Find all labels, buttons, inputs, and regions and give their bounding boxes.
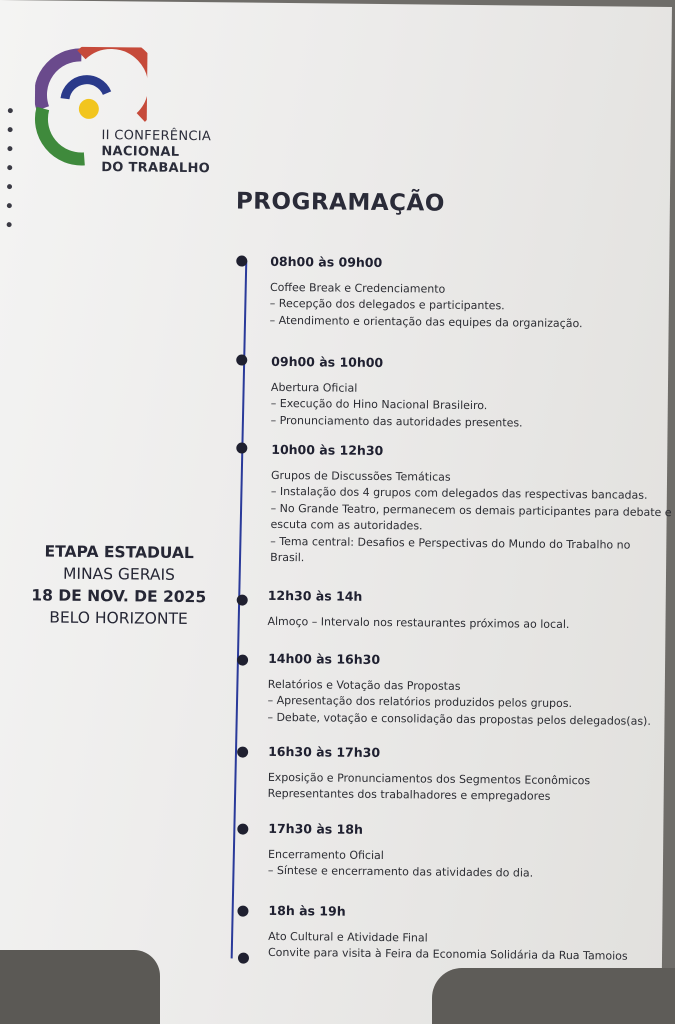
schedule-line: Coffee Break e Credenciamento	[269, 280, 446, 296]
schedule-line: – Execução do Hino Nacional Brasileiro.	[270, 396, 488, 413]
timeline-node	[237, 655, 248, 666]
stage-city: BELO HORIZONTE	[49, 608, 188, 628]
schedule-line: Exposição e Pronunciamentos dos Segmentos Econômicos	[267, 770, 591, 787]
timeline-node	[237, 824, 248, 835]
timeline-node	[237, 747, 248, 758]
schedule-line: Grupos de Discussões Temáticas	[270, 468, 451, 484]
timeline-node	[236, 255, 247, 266]
timeline-node	[237, 906, 248, 917]
schedule-time: 18h às 19h	[268, 902, 346, 919]
schedule-line: – Apresentação dos relatórios produzidos pelos grupos.	[267, 693, 573, 711]
schedule-line: – Pronunciamento das autoridades presentes.	[270, 413, 523, 429]
stage-state: MINAS GERAIS	[62, 564, 176, 584]
schedule-item	[270, 254, 584, 332]
schedule-line: Brasil.	[270, 550, 305, 565]
schedule-time: 16h30 às 17h30	[268, 743, 381, 761]
schedule-item	[268, 903, 628, 965]
schedule-line: – Síntese e encerramento das atividades do dia.	[267, 863, 534, 880]
schedule-time: 17h30 às 18h	[268, 820, 363, 837]
timeline-end-node	[238, 953, 249, 964]
schedule-line: – Recepção dos delegados e participantes.	[269, 296, 505, 313]
stage-info	[13, 540, 224, 630]
schedule-line: – Instalação dos 4 grupos com delegados das respectivas bancadas.	[270, 484, 648, 502]
conference-name	[101, 128, 211, 177]
schedule-line: Almoço – Intervalo nos restaurantes próximos ao local.	[267, 614, 570, 631]
schedule-item	[267, 651, 651, 730]
schedule-time: 14h00 às 16h30	[268, 650, 381, 668]
conference-name-line3: DO TRABALHO	[101, 160, 211, 177]
schedule-line: Representantes dos trabalhadores e empregadores	[267, 786, 551, 803]
schedule-item	[271, 354, 524, 432]
schedule-item	[268, 744, 591, 806]
schedule-item	[267, 588, 569, 633]
conference-name-line2: NACIONAL	[101, 144, 180, 160]
schedule-line: Abertura Oficial	[270, 380, 358, 395]
schedule-item	[268, 821, 534, 882]
schedule-time: 09h00 às 10h00	[271, 353, 384, 371]
timeline-node	[237, 595, 248, 606]
stage-name: ETAPA ESTADUAL	[44, 542, 194, 563]
schedule-line: escuta com as autoridades.	[270, 517, 423, 533]
schedule-time: 08h00 às 09h00	[270, 253, 383, 271]
page-title: PROGRAMAÇÃO	[235, 188, 445, 217]
schedule-item	[270, 442, 672, 571]
background-shadow	[432, 968, 675, 1024]
schedule-line: Relatórios e Votação das Propostas	[267, 677, 461, 693]
schedule-line: – No Grande Teatro, permanecem os demais participantes para debate e	[270, 501, 672, 519]
schedule-time: 12h30 às 14h	[267, 587, 363, 604]
stage-date: 18 DE NOV. DE 2025	[31, 586, 207, 607]
timeline-node	[236, 354, 247, 365]
schedule-line: – Debate, votação e consolidação das propostas pelos delegados(as).	[267, 710, 651, 728]
schedule-line: Ato Cultural e Atividade Final	[268, 929, 428, 945]
schedule-line: Convite para visita à Feira da Economia Solidária da Rua Tamoios	[267, 945, 628, 963]
background-shadow	[0, 950, 160, 1024]
binding-dots	[6, 108, 12, 241]
schedule-line: Encerramento Oficial	[268, 847, 384, 862]
schedule-time: 10h00 às 12h30	[271, 441, 384, 459]
conference-name-line1: II CONFERÊNCIA	[101, 128, 212, 145]
schedule-line: – Tema central: Desafios e Perspectivas do Mundo do Trabalho no	[270, 534, 631, 552]
timeline-node	[236, 442, 247, 453]
schedule-line: – Atendimento e orientação das equipes da organização.	[269, 313, 583, 330]
